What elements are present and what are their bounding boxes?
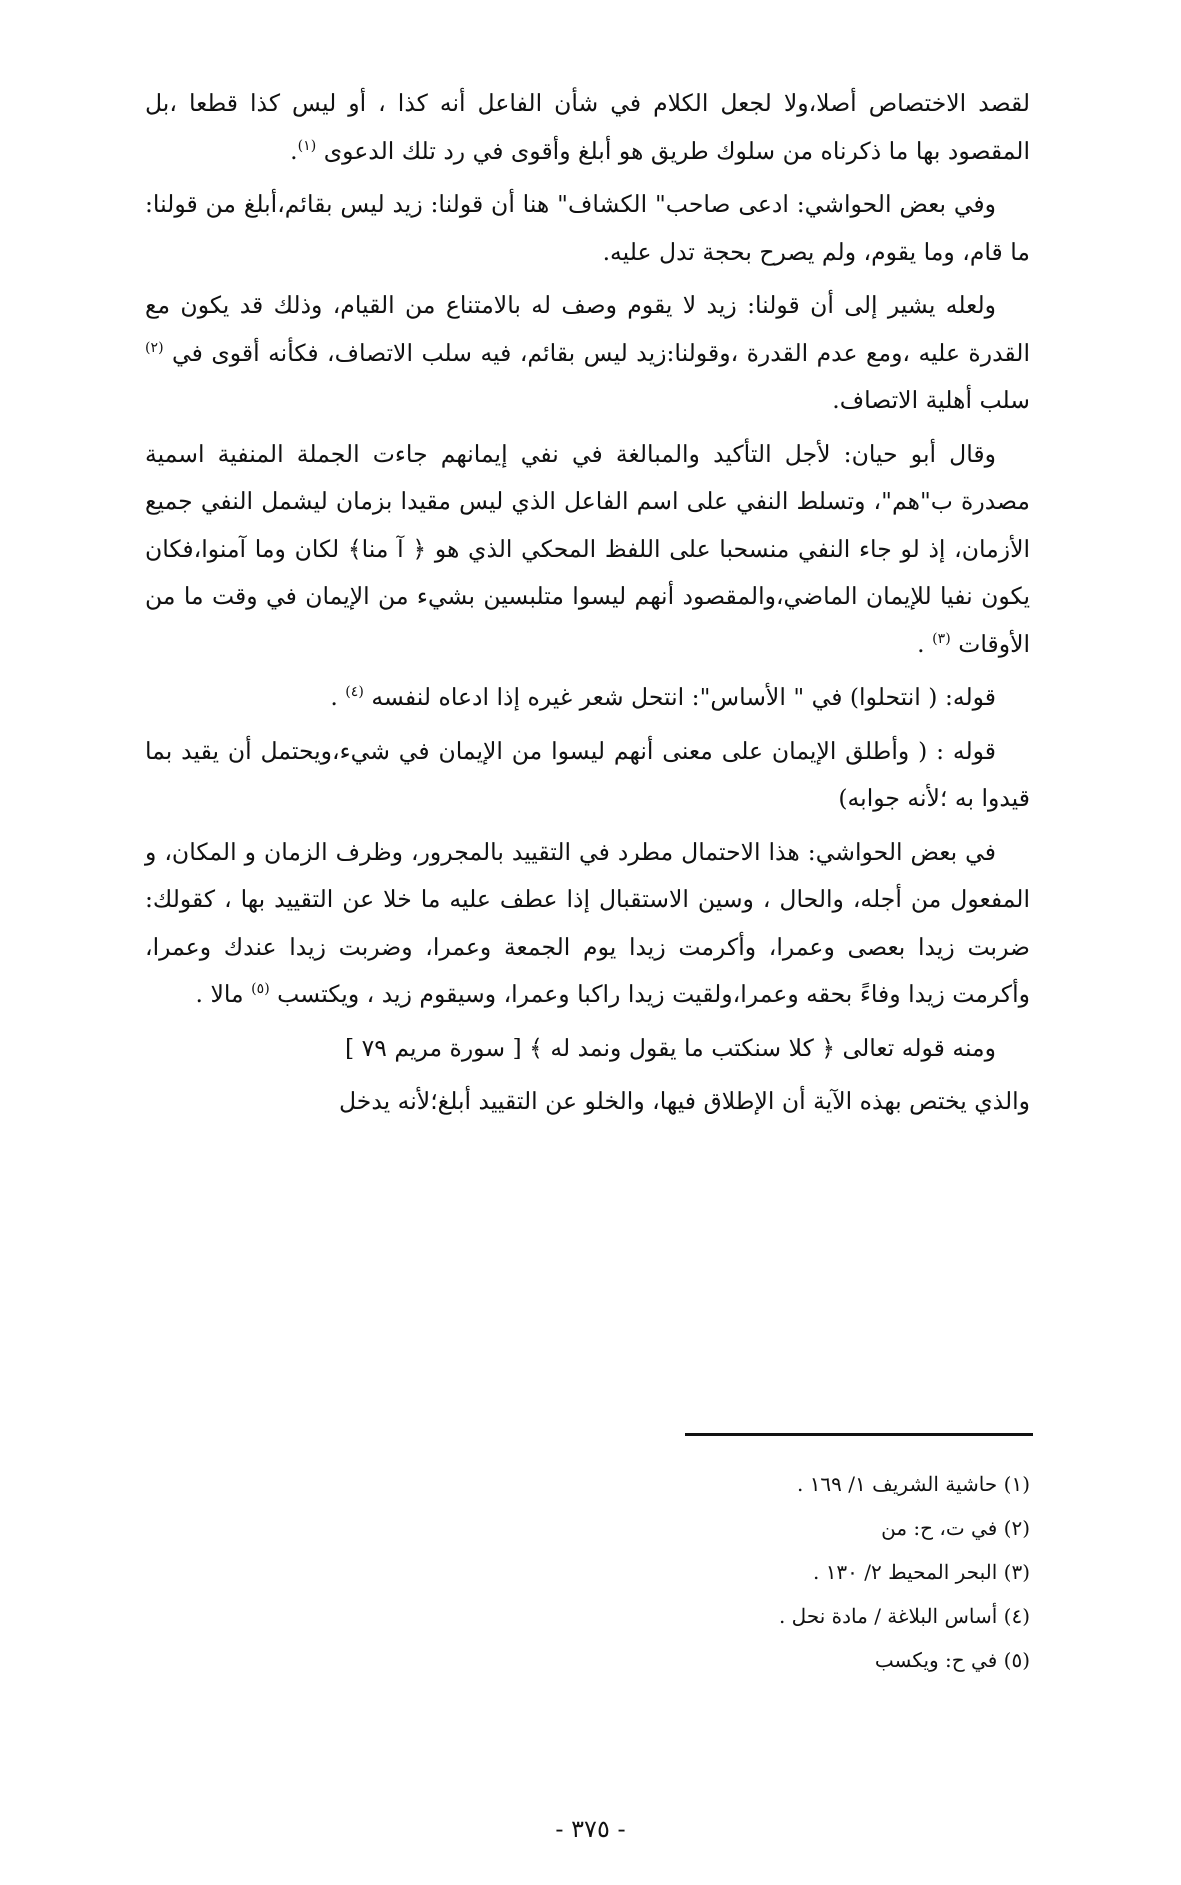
footnote-ref-4: (٤)	[345, 684, 364, 701]
footnote-3: (٣) البحر المحيط ٢/ ١٣٠ .	[812, 1560, 1030, 1584]
footnote-ref-1: (١)	[297, 137, 317, 154]
page-number: - ٣٧٥ -	[555, 1815, 626, 1843]
paragraph-4: وقال أبو حيان: لأجل التأكيد والمبالغة في نفي إيمانهم جاءت الجملة المنفية اسمية مصدرة ب"هم"، وتسلط النفي على اسم الفاعل الذي ليس مقيدا بزمان ليشمل النفي جميع الأزمان، إذ لو جاء النفي منسحبا على اللفظ المحكي الذي هو ﴿ آ منا﴾ لكان وما آمنوا،فكان يكون نفيا للإيمان الماضي،والمقصود أنهم ليسوا متلبسين بشيء من الإيمان في وقت ما من الأوقات $^{(٣)}$ .	[145, 439, 1030, 658]
paragraph-9: والذي يختص بهذه الآية أن الإطلاق فيها، والخلو عن التقييد أبلغ؛لأنه يدخل	[339, 1087, 1030, 1115]
footnotes	[500, 1462, 1030, 1682]
footnote-divider	[685, 1433, 1033, 1436]
paragraph-5: قوله: ( انتحلوا) في " الأساس": انتحل شعر غيره إذا ادعاه لنفسه $^{(٤)}$ .	[330, 683, 996, 711]
paragraph-1: لقصد الاختصاص أصلا،ولا لجعل الكلام في شأن الفاعل أنه كذا ، أو ليس كذا قطعا ،بل المقصود بها ما ذكرناه من سلوك طريق هو أبلغ وأقوى في رد تلك الدعوى $^{(١)}$.	[145, 89, 1030, 165]
footnote-ref-2: (٢)	[145, 339, 164, 356]
main-text	[145, 80, 1030, 1132]
paragraph-7: في بعض الحواشي: هذا الاحتمال مطرد في التقييد بالمجرور، وظرف الزمان و المكان، و المفعول من أجله، والحال ، وسين الاستقبال إذا عطف عليه ما خلا عن التقييد بها ، كقولك: ضربت زيدا بعصى وعمرا، وأكرمت زيدا يوم الجمعة وعمرا، وضربت زيدا عندك وعمرا، وأكرمت زيدا وفاءً بحقه وعمرا،ولقيت زيدا راكبا وعمرا، وسيقوم زيد ، ويكتسب $^{(٥)}$ مالا .	[145, 837, 1030, 1008]
footnote-ref-5: (٥)	[251, 981, 270, 998]
paragraph-3: ولعله يشير إلى أن قولنا: زيد لا يقوم وصف له بالامتناع من القيام، وذلك قد يكون مع القدرة عليه ،ومع عدم القدرة ،وقولنا:زيد ليس بقائم، فيه سلب الاتصاف، فكأنه أقوى في $^{(٢)}$ سلب أهلية الاتصاف.	[145, 291, 1030, 414]
footnote-4: (٤) أساس البلاغة / مادة نحل .	[778, 1604, 1030, 1628]
footnote-1: (١) حاشية الشريف ١/ ١٦٩ .	[796, 1472, 1030, 1496]
footnote-2: (٢) في ت، ح: من	[881, 1516, 1030, 1540]
paragraph-8: ومنه قوله تعالى ﴿ كلا سنكتب ما يقول ونمد له ﴾ [ سورة مريم ٧٩ ]	[344, 1033, 996, 1062]
paragraph-2: وفي بعض الحواشي: ادعى صاحب" الكشاف" هنا أن قولنا: زيد ليس بقائم،أبلغ من قولنا: ما قام، وما يقوم، ولم يصرح بحجة تدل عليه.	[145, 190, 1030, 266]
footnote-ref-3: (٣)	[932, 630, 951, 647]
footnote-5: (٥) في ح: ويكسب	[874, 1648, 1030, 1672]
paragraph-6: قوله : ( وأطلق الإيمان على معنى أنهم ليسوا من الإيمان في شيء،ويحتمل أن يقيد بما قيدوا به ؛لأنه جوابه)	[145, 736, 1030, 812]
